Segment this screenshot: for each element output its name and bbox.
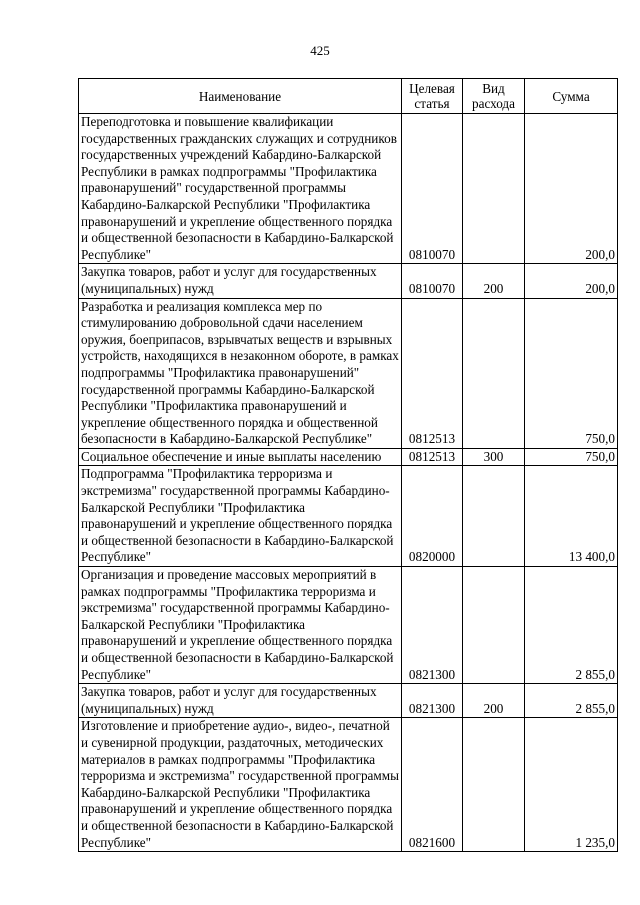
header-code: Целевая статья (402, 79, 463, 114)
row-sum: 200,0 (525, 114, 618, 264)
row-name: Организация и проведение массовых мероприятий в рамках подпрограммы "Профилактика терроризма и экстремизма" государственной программы Кабардино-Балкарской Республики "Профилактика правонарушений и укрепление общественного порядка и общественной безопасности в Кабардино-Балкарской Республике" (79, 567, 402, 684)
page-number: 425 (310, 43, 330, 58)
row-sum: 750,0 (525, 298, 618, 448)
row-name: Подпрограмма "Профилактика терроризма и экстремизма" государственной программы Кабардино-Балкарской Республики "Профилактика правонарушений и укрепление общественного порядка и общественной безопасности в Кабардино-Балкарской Республике" (79, 466, 402, 567)
row-sum: 200,0 (525, 264, 618, 298)
row-name: Разработка и реализация комплекса мер по стимулированию добровольной сдачи населением оружия, боеприпасов, взрывчатых веществ и взрывных устройств, находящихся в незаконном обороте, в рамках подпрограммы "Профилактика правонарушений" государственной программы Кабардино-Балкарской Республики "Профилактика правонарушений и укрепление общественного порядка и общественной безопасности в Кабардино-Балкарской Республике" (79, 298, 402, 448)
table-row (79, 448, 618, 466)
table-row (79, 298, 618, 448)
row-type: 200 (463, 264, 525, 298)
row-name: Изготовление и приобретение аудио-, видео-, печатной и сувенирной продукции, раздаточных, методических материалов в рамках подпрограммы "Профилактика терроризма и экстремизма" государственной программы Кабардино-Балкарской Республики "Профилактика правонарушений и укрепление общественного порядка и общественной безопасности в Кабардино-Балкарской Республике" (79, 718, 402, 852)
header-name: Наименование (79, 79, 402, 114)
row-code: 0821300 (402, 567, 463, 684)
row-name: Социальное обеспечение и иные выплаты населению (79, 448, 402, 466)
table-row (79, 718, 618, 852)
header-type: Вид расхода (463, 79, 525, 114)
row-sum: 2 855,0 (525, 567, 618, 684)
table-row (79, 114, 618, 264)
table-header-row (79, 79, 618, 114)
row-type (463, 466, 525, 567)
row-code: 0821600 (402, 718, 463, 852)
row-code: 0812513 (402, 448, 463, 466)
row-type (463, 298, 525, 448)
row-type (463, 718, 525, 852)
row-name: Закупка товаров, работ и услуг для государственных (муниципальных) нужд (79, 684, 402, 718)
row-code: 0810070 (402, 114, 463, 264)
row-sum: 750,0 (525, 448, 618, 466)
table-row (79, 264, 618, 298)
row-name: Переподготовка и повышение квалификации государственных гражданских служащих и сотрудников государственных учреждений Кабардино-Балкарской Республики в рамках подпрограммы "Профилактика правонарушений" государственной программы Кабардино-Балкарской Республики "Профилактика правонарушений и укрепление общественного порядка и общественной безопасности в Кабардино-Балкарской Республике" (79, 114, 402, 264)
table-row (79, 466, 618, 567)
row-code: 0810070 (402, 264, 463, 298)
row-type (463, 114, 525, 264)
row-code: 0821300 (402, 684, 463, 718)
table-row (79, 567, 618, 684)
row-sum: 13 400,0 (525, 466, 618, 567)
header-sum: Сумма (525, 79, 618, 114)
row-code: 0812513 (402, 298, 463, 448)
row-type (463, 567, 525, 684)
budget-table (78, 78, 618, 852)
row-name: Закупка товаров, работ и услуг для государственных (муниципальных) нужд (79, 264, 402, 298)
row-type: 300 (463, 448, 525, 466)
row-code: 0820000 (402, 466, 463, 567)
row-type: 200 (463, 684, 525, 718)
table-row (79, 684, 618, 718)
row-sum: 2 855,0 (525, 684, 618, 718)
row-sum: 1 235,0 (525, 718, 618, 852)
